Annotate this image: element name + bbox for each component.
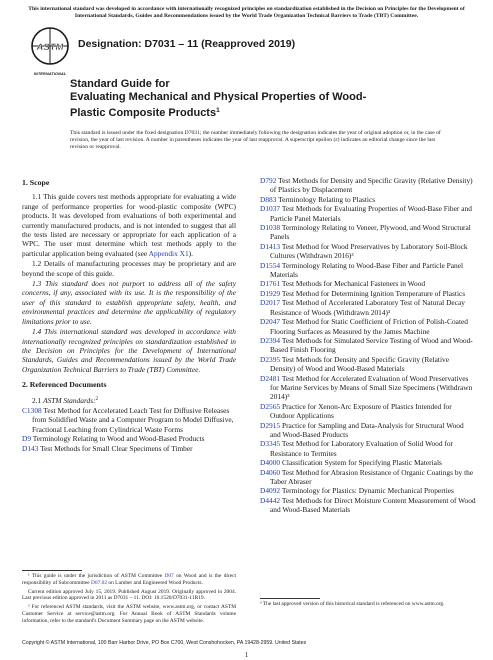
reference-title: Practice for Sampling and Data-Analysis for Structural Wood and Wood-Based Products — [270, 420, 464, 439]
footnote-2: ² For referenced ASTM standards, visit the ASTM website, www.astm.org, or contact ASTM Customer Service at service@astm.org. For Annual Book of ASTM Standards volume information, refer to the standard's Document Summary page on the ASTM website. — [22, 604, 236, 624]
reference-item — [260, 195, 476, 204]
reference-code-link[interactable]: D883 — [260, 194, 277, 204]
reference-item — [260, 336, 476, 355]
appendix-link[interactable]: Appendix X1 — [148, 248, 189, 258]
reference-item — [260, 223, 476, 242]
footnote-3: ³ The last approved version of this historical standard is referenced on www.astm.org. — [260, 601, 445, 607]
reference-title: Test Method for Abrasion Resistance of Organic Coatings by the Taber Abraser — [270, 467, 474, 486]
reference-code-link[interactable]: D1761 — [260, 279, 281, 289]
reference-title: Test Method for Accelerated Evaluation of Wood Preservatives for Marine Services by Means of Small Size Specimens (Withdrawn 2014)³ — [270, 373, 473, 402]
right-reference-list — [260, 176, 476, 515]
subcommittee-link[interactable]: D07.02 — [91, 579, 108, 586]
paragraph-1-1: 1.1 This guide covers test methods appropriate for evaluating a wide range of performance properties for wood-plastic composite (WPC) products. It was developed from evaluations of both experimental and currently manufactured products, and is not intended to suggest that all the tests listed are necessary or appropriate for each application of a WPC. The user must determine which test methods apply to the particular application being evaluated (see Appendix X1). — [22, 192, 236, 258]
title-footnote-mark: 1 — [216, 107, 220, 114]
reference-title: Test Methods for Direct Moisture Content Measurement of Wood and Wood-Based Materials — [270, 495, 476, 515]
reference-title: Classification System for Specifying Plastic Materials — [280, 458, 442, 468]
reference-title: Test Method for Wood Preservatives by Laboratory Soil-Block Cultures (Withdrawn 2016)³ — [270, 241, 468, 261]
reference-item — [260, 402, 476, 421]
reference-item — [260, 176, 476, 195]
reference-code-link[interactable]: D2565 — [260, 401, 281, 411]
footnote-1-edition: Current edition approved July 15, 2019. Published August 2019. Originally approved in 2004. Last previous edition approved in 2011 as D7031 – 11. DOI: 10.1520/D7031-11R19. — [22, 588, 236, 602]
reference-item — [260, 355, 476, 374]
page-number: 1 — [244, 651, 249, 659]
issued-statement: This standard is issued under the fixed designation D7031; the number immediately following the designation indicates the year of original adoption or, in the case of revision, the year of last revision. A number in parentheses indicates the year of last reapproval. A superscript epsilon (ε) indicates an editorial change since the last revision or reapproval. — [70, 130, 441, 151]
title-type: Standard Guide for — [70, 78, 170, 90]
reference-code-link[interactable]: D2047 — [260, 317, 281, 327]
tbt-notice: This international standard was developed in accordance with internationally recognized principles on standardization established in the Decision on Principles for the Development of International Standards, Guides and Recommendations issued by the World Trade Organization Technical Barriers to Trade (TBT) Committee. — [28, 6, 465, 19]
reference-title: Test Methods for Simulated Service Testing of Wood and Wood-Based Finish Flooring — [270, 335, 473, 355]
logo-subtext: INTERNATIONAL — [33, 71, 67, 76]
reference-item — [260, 486, 476, 495]
reference-item — [260, 317, 476, 336]
reference-code-link[interactable]: D9 — [22, 434, 32, 444]
reference-code-link[interactable]: C1308 — [22, 405, 42, 415]
reference-title: Terminology Relating to Wood and Wood-Based Products — [31, 434, 205, 444]
reference-code-link[interactable]: D4092 — [260, 486, 281, 496]
reference-item — [260, 458, 476, 467]
reference-title: Practice for Xenon-Arc Exposure of Plastics Intended for Outdoor Applications — [270, 401, 452, 421]
paragraph-1-4: 1.4 This international standard was developed in accordance with internationally recognized principles on standardization established in the Decision on Principles for the Development of International Standards, Guides and Recommendations issued by the World Trade Organization Technical Barriers to Trade (TBT) Committee. — [22, 327, 236, 374]
reference-code-link[interactable]: D2481 — [260, 373, 281, 383]
title-block — [70, 78, 450, 120]
reference-title: Test Method for Determining Ignition Temperature of Plastics — [280, 288, 466, 298]
reference-code-link[interactable]: D1037 — [260, 204, 281, 214]
reference-code-link[interactable]: D2915 — [260, 420, 281, 430]
paragraph-1-2: 1.2 Details of manufacturing processes may be proprietary and are beyond the scope of this guide. — [22, 259, 236, 278]
reference-code-link[interactable]: D4000 — [260, 458, 281, 468]
reference-item — [22, 444, 236, 453]
reference-code-link[interactable]: D4442 — [260, 495, 281, 505]
reference-item — [260, 468, 476, 487]
title-line-2: Plastic Composite Products — [70, 107, 217, 119]
footnotes-left — [22, 573, 236, 627]
reference-item — [260, 204, 476, 223]
reference-code-link[interactable]: D1413 — [260, 241, 281, 251]
reference-title: Terminology Relating to Plastics — [276, 194, 376, 204]
reference-title: Test Methods for Mechanical Fasteners in Wood — [280, 279, 426, 289]
section-2-heading: 2. Referenced Documents — [22, 380, 107, 390]
reference-item — [260, 496, 476, 515]
reference-title: Test Methods for Evaluating Properties of Wood-Base Fiber and Particle Panel Materials — [270, 204, 472, 223]
reference-title: Test Method for Static Coefficient of Friction of Polish-Coated Flooring Surfaces as Measured by the James Machine — [270, 317, 468, 336]
reference-title: Test Method for Accelerated Leach Test for Diffusive Releases from Solidified Waste and a Computer Program to Model Diffusive, Fractional Leaching from Cylindrical Waste Forms — [32, 405, 234, 434]
reference-code-link[interactable]: D143 — [22, 443, 39, 453]
astm-logo — [30, 26, 70, 78]
copyright-line: Copyright © ASTM International, 100 Barr Harbor Drive, PO Box C700, West Conshohocken, PA 19428-2959. United States — [22, 640, 307, 646]
reference-item — [260, 298, 476, 317]
reference-item — [260, 439, 476, 458]
reference-code-link[interactable]: D2017 — [260, 298, 281, 308]
logo-text: ASTM — [36, 42, 64, 53]
reference-title: Terminology Relating to Veneer, Plywood, and Wood Structural Panels — [270, 223, 471, 242]
astm-standards-subheading: 2.1 ASTM Standards:$^2$ — [32, 395, 99, 405]
reference-item — [260, 261, 476, 280]
reference-code-link[interactable]: D1554 — [260, 260, 281, 270]
reference-item — [260, 289, 476, 298]
reference-title: Test Method of Accelerated Laboratory Test of Natural Decay Resistance of Woods (Withdrawn 2014)³ — [270, 298, 465, 317]
reference-title: Test Methods for Small Clear Specimens of Timber — [38, 443, 193, 453]
reference-item — [260, 242, 476, 261]
reference-code-link[interactable]: D792 — [260, 176, 277, 185]
reference-code-link[interactable]: D1038 — [260, 223, 281, 233]
section-1-heading: 1. Scope — [22, 178, 50, 187]
designation: Designation: D7031 – 11 (Reapproved 2019) — [78, 38, 296, 50]
committee-link[interactable]: D07 — [164, 573, 174, 579]
title-line-1: Evaluating Mechanical and Physical Properties of Wood- — [70, 91, 367, 103]
reference-title: Terminology for Plastics: Dynamic Mechanical Properties — [280, 486, 454, 496]
reference-title: Terminology Relating to Wood-Base Fiber and Particle Panel Materials — [270, 260, 464, 280]
reference-title: Test Methods for Density and Specific Gravity (Relative Density) of Wood and Wood-Based Materials — [270, 354, 450, 374]
reference-code-link[interactable]: D4060 — [260, 467, 281, 477]
reference-item — [22, 406, 236, 434]
footnote-rule-left — [22, 570, 82, 571]
reference-item — [22, 434, 236, 443]
document-title — [70, 91, 450, 120]
reference-code-link[interactable]: D3345 — [260, 439, 281, 449]
left-reference-list — [22, 406, 236, 453]
footnote-rule-right — [260, 598, 320, 599]
reference-title: Test Methods for Density and Specific Gravity (Relative Density) of Plastics by Displacement — [270, 176, 473, 195]
paragraph-1-3: 1.3 This standard does not purport to address all of the safety concerns, if any, associated with its use. It is the responsibility of the user of this standard to establish appropriate safety, health, and environmental practices and determine the applicability of regulatory limitations prior to use. — [22, 279, 236, 326]
left-column — [22, 176, 236, 453]
reference-item — [260, 374, 476, 402]
reference-code-link[interactable]: D2394 — [260, 335, 281, 345]
reference-code-link[interactable]: D1929 — [260, 288, 281, 298]
reference-title: Test Method for Laboratory Evaluation of Solid Wood for Resistance to Termites — [270, 439, 454, 458]
right-column — [260, 176, 476, 515]
reference-item — [260, 421, 476, 440]
reference-code-link[interactable]: D2395 — [260, 354, 281, 364]
footnote-1: ¹ This guide is under the jurisdiction of ASTM Committee D07 on Wood and is the direct responsibility of Subcommittee D07.02 on Lumber and Engineered Wood Products. — [22, 573, 236, 586]
reference-item — [260, 279, 476, 288]
